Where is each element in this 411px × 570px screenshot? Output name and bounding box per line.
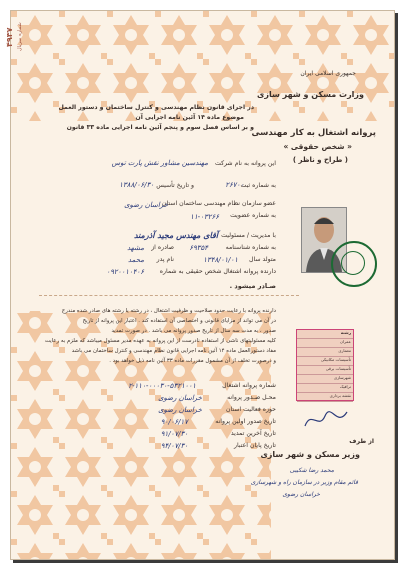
place-value: خراسان رضوی (158, 394, 202, 402)
expiry-date: ۹۴/۰۷/۳۰ (160, 442, 188, 450)
membership-number: ۱۱-۰۳۲۶۶ (190, 213, 219, 221)
competence: ( طراح و ناظر ) (292, 156, 348, 164)
condition-line-4: کلیه مسئولیتهای ناشی از استفاده نادرست از این پروانه به عهده مدیر مسئول میباشد که ملزم به رعایت (44, 338, 276, 344)
company-name: مهندسین مشاور نقش پارت توس (111, 159, 208, 167)
id-number: ۶۹۳۵۴ (189, 244, 208, 252)
license-number-label: شماره پروانه اشتغال (222, 382, 276, 389)
place-label: محـل صـدور پروانه (227, 394, 276, 401)
company-name-label: این پروانه به نام شرکت (215, 160, 276, 167)
member-label: عضو سازمان نظام مهندسی ساختمان استان (162, 200, 276, 207)
expiry-label: تاریخ پایان اعتبار (233, 442, 276, 449)
activity-value: خراسان رضوی (158, 406, 202, 414)
table-row: نقشه برداری (297, 393, 353, 402)
license-certificate (5, 10, 395, 560)
father-name: محمد (128, 256, 144, 264)
member-province: خراسان رضوی (124, 201, 168, 209)
founding-date-label: و تاریخ تأسیس (156, 182, 194, 189)
condition-line-2: در آن می تواند از مزایای قانونی و اختصاصی آن استفاده کند . اعتبار این پروانه از تاریخ (82, 318, 276, 324)
condition-line-5: مفاد دستورالعمل ماده ۱۴ آئین نامه اجرایی قانون نظام مهندسی و کنترل ساختمان می باشد (71, 348, 276, 354)
country-name: جمهوری اسلامی ایران (300, 70, 356, 77)
condition-line-6: و درصورت تخلف از آن مشمول مقررات ماده ۳۳ آئین نامه ذیل خواهد بود . (109, 358, 276, 364)
renew-label: تاریخ آخرین تمدید (230, 430, 276, 437)
table-row: عمران (297, 339, 353, 348)
issued-label: صادره از (151, 244, 174, 251)
table-row: تأسیسات برقی (297, 366, 353, 375)
reg-number: ۲۶۷۰۰ (225, 181, 244, 189)
membership-label: به شماره عضویت (230, 212, 276, 219)
table-row: معماری (297, 348, 353, 357)
signature-icon (301, 406, 351, 434)
minister-title: وزیر مسکن و شهر سازی (260, 450, 360, 459)
signer-role: قائم مقام وزیر در سازمان راه و شهرسازی (250, 479, 358, 486)
ministry-title: وزارت مسکن و شهر سازی (257, 90, 364, 99)
issued-statement: صـادر میشود . (229, 282, 276, 290)
born-date: ۱۳۴۸/۰۱/۰۱ (203, 256, 238, 264)
table-row: شهرسازی (297, 375, 353, 384)
director-name: آقای مهندس مجید آذرمند (133, 231, 218, 240)
person-type: « شخص حقوقی » (283, 142, 352, 151)
license-title: پروانه اشتغال به کار مهندسی (251, 128, 376, 138)
first-date-label: تاریخ صدور اولین پروانه (215, 418, 276, 425)
condition-line-1: دارنده پروانه با رعایت حدود صلاحیت و ظرفیت اشتغال ، در رشته یا رشته های صادر شده مندرج (61, 308, 276, 314)
founding-date: ۱۳۸۸/۰۶/۳۰ (119, 181, 154, 189)
qualification-table (296, 329, 354, 401)
table-row: تأسیسات مکانیکی (297, 357, 353, 366)
preamble-line-1: در اجرای قانون نظام مهندسی و کنترل ساختمان و دستور العمل (58, 104, 254, 111)
condition-line-3: صدور ، به مدت سه سال از تاریخ صدور پروانه می باشد . در صورت تمدید (111, 328, 276, 334)
director-label: با مدیریت / مسئولیت (221, 232, 276, 239)
signer-name: محمد رضا شکیبی (289, 467, 334, 474)
issued-city: مشهد (127, 244, 144, 252)
signer-province: خراسان رضوی (282, 491, 320, 498)
table-row: ترافیک (297, 384, 353, 393)
divider (39, 295, 299, 296)
renew-date: ۹۱/۰۷/۳۰ (160, 430, 188, 438)
id-label: به شماره شناسنامه (225, 244, 276, 251)
father-label: نام پدر (156, 256, 174, 263)
reg-label: به شماره ثبت (240, 182, 276, 189)
signature-for: از طرف (349, 438, 374, 445)
license-number: ۲-۱۱۰-۰۰۰۳۰-۵۳۲۱۰۰۱ (128, 382, 196, 390)
ministry-seal-icon (331, 241, 377, 287)
serial-label: شماره سریال (17, 22, 23, 51)
national-code: ۰۹۲۰۰۱۰۴۰۶ (106, 268, 144, 276)
preamble-line-3: و بر اساس فصل سوم و پنجم آئین نامه اجرایی ماده ۳۳ قانون (66, 124, 254, 131)
first-date: ۹۰/۰۶/۱۷ (160, 418, 188, 426)
table-header: رشته (297, 330, 353, 339)
serial-number: ۴۹۳۷ (5, 27, 14, 47)
grant-label: دارنده پروانه اشتغال شخص حقیقی به شماره (159, 268, 276, 275)
preamble-line-2: موضوع ماده ۱۴ آئین نامه اجرایی آن (135, 114, 244, 121)
activity-label: حوزه فعالیت استان (225, 406, 276, 413)
born-label: متولد سال (248, 256, 276, 263)
